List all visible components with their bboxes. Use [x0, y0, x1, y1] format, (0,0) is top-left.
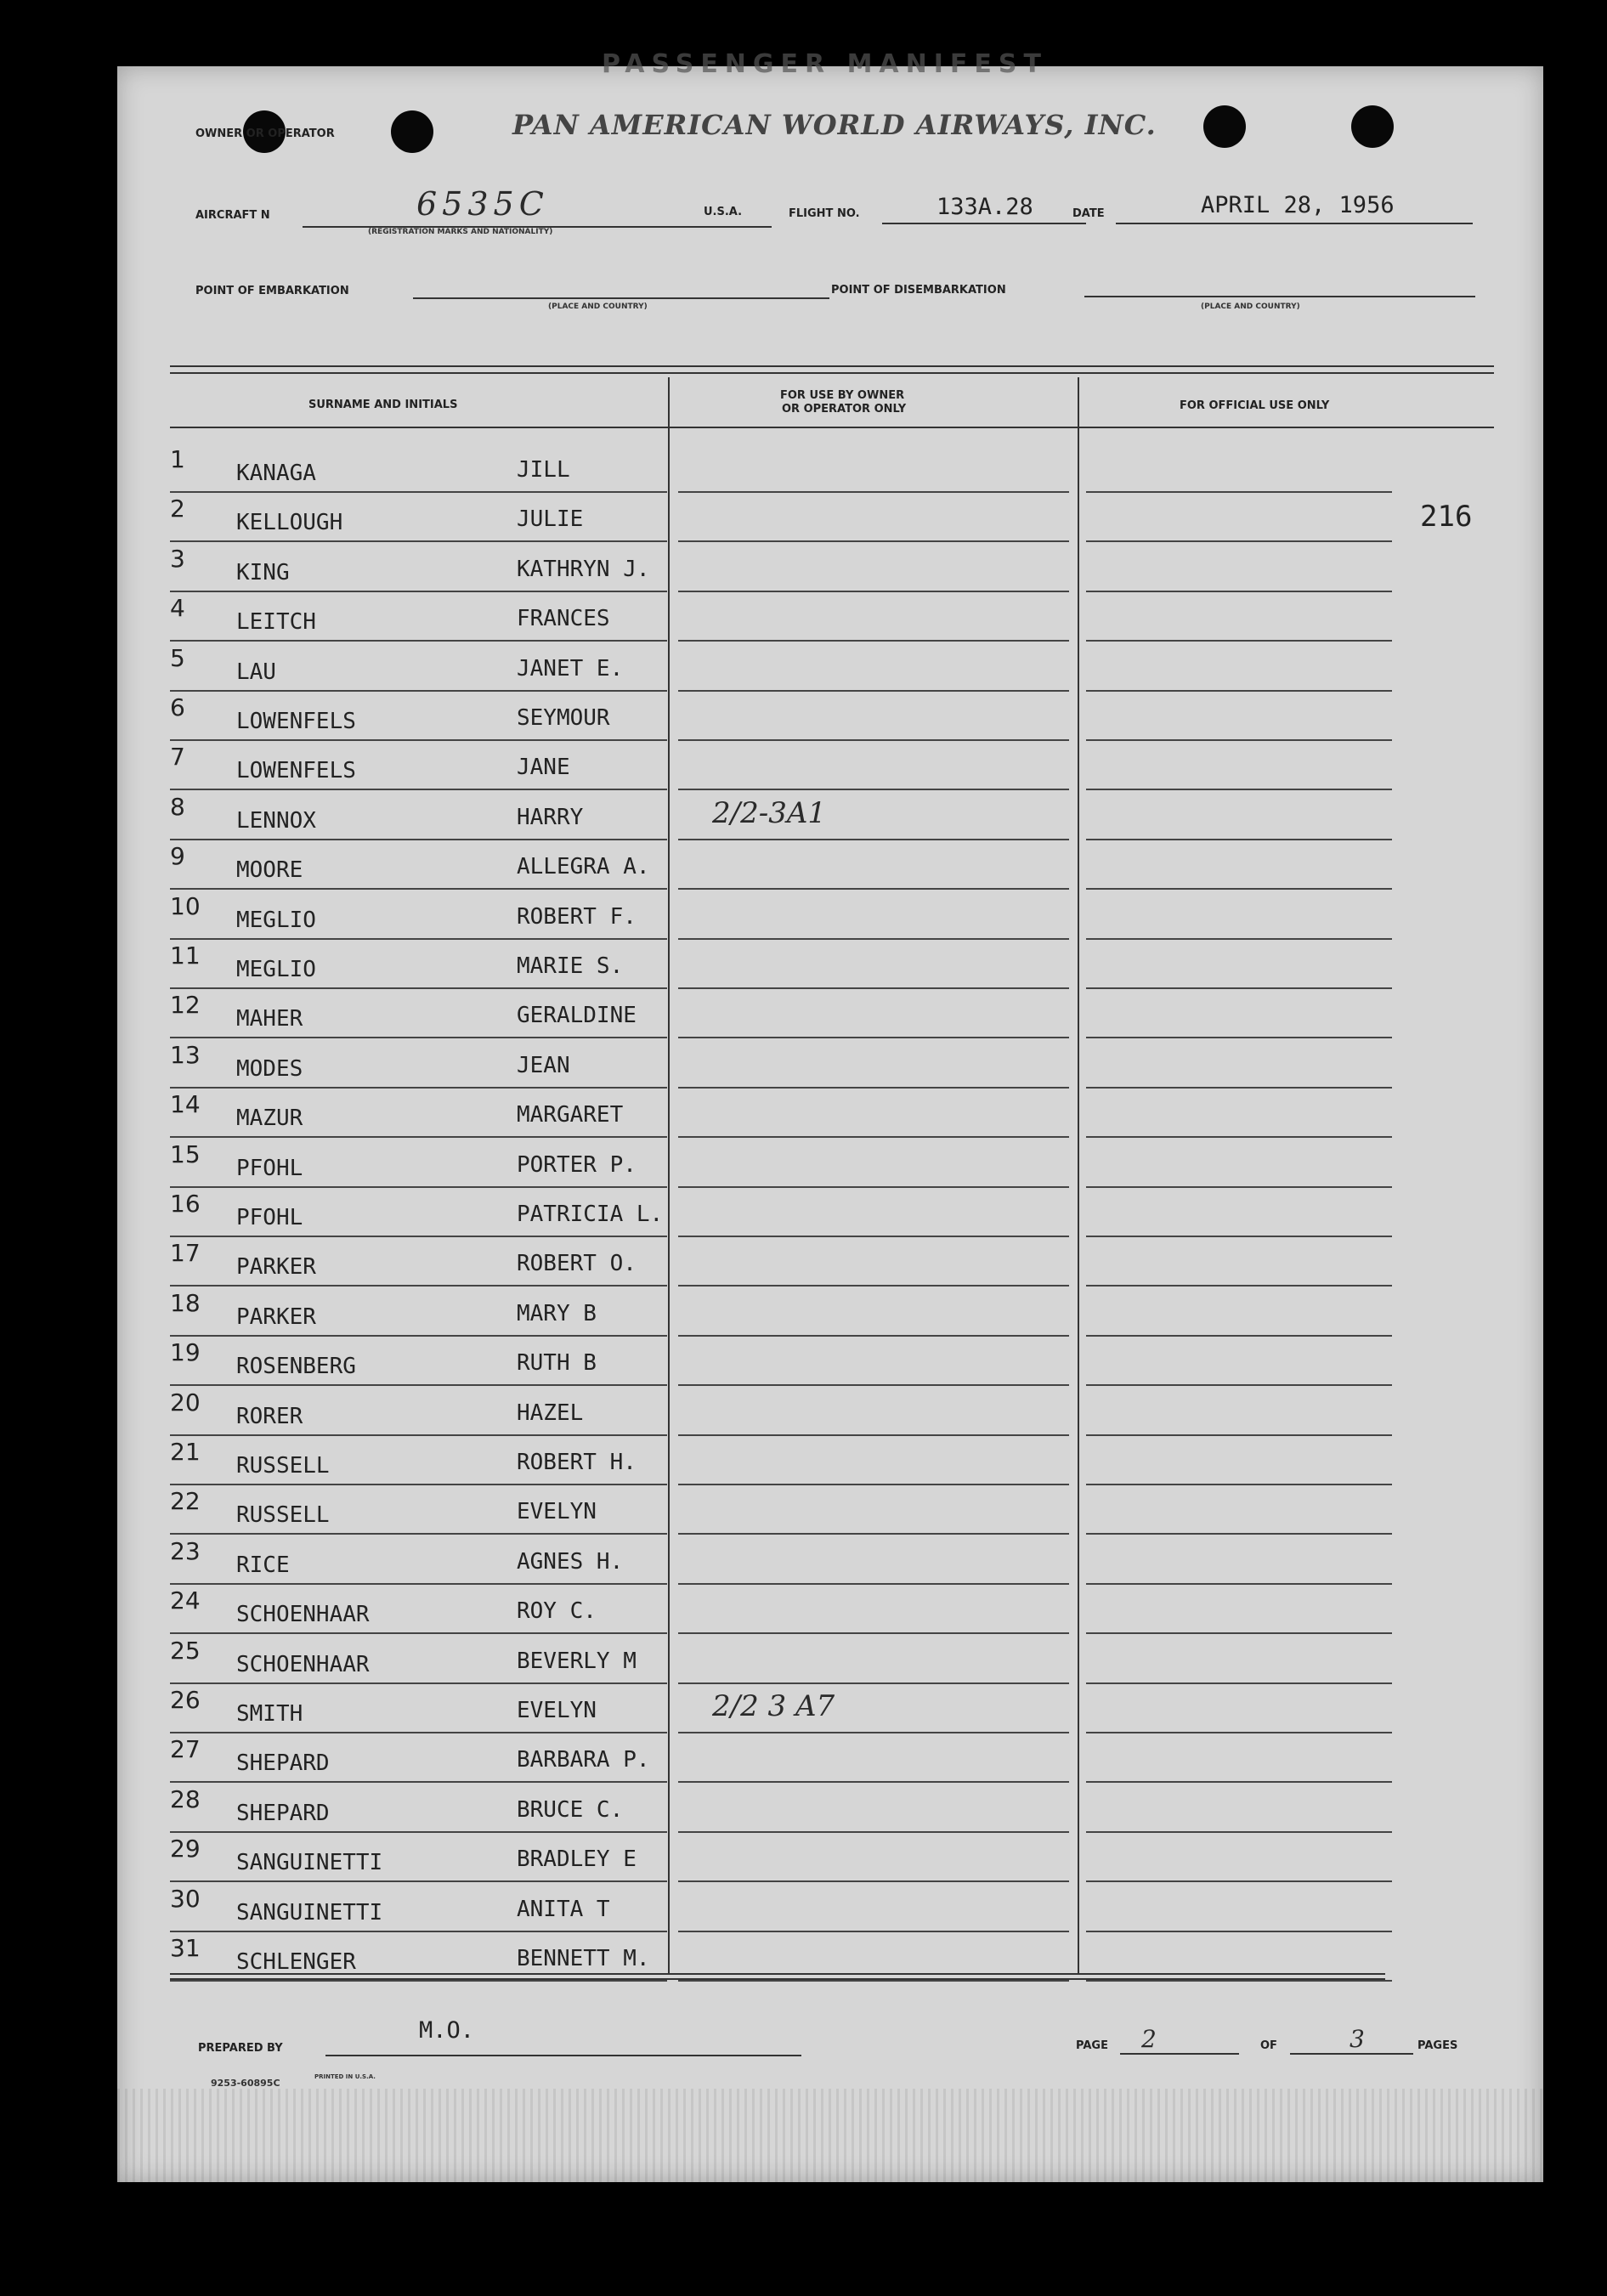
row-line [170, 839, 667, 840]
column-header-owner-1: FOR USE BY OWNER [780, 389, 905, 402]
date-label: DATE [1072, 207, 1105, 220]
row-line-owner [678, 938, 1069, 940]
row-line-official [1086, 1980, 1392, 1982]
row-line-owner [678, 1087, 1069, 1089]
row-line-owner [678, 1880, 1069, 1882]
row-line-official [1086, 1533, 1392, 1535]
owner-note: 2/2-3A1 [712, 795, 827, 830]
row-line-official [1086, 987, 1392, 989]
passenger-surname: MAHER [236, 1006, 303, 1032]
owner-note: 2/2 3 A7 [712, 1689, 835, 1723]
row-line [170, 690, 667, 692]
row-number: 19 [170, 1338, 201, 1367]
row-line [170, 1384, 667, 1386]
prepared-by-label: PREPARED BY [198, 2042, 283, 2055]
passenger-given-name: EVELYN [517, 1499, 597, 1525]
row-line-official [1086, 640, 1392, 642]
row-line-owner [678, 1831, 1069, 1833]
row-line-official [1086, 888, 1392, 890]
passenger-surname: KELLOUGH [236, 510, 343, 536]
form-number: 9253-60895C [211, 2078, 280, 2089]
passenger-surname: MAZUR [236, 1106, 303, 1132]
row-line-official [1086, 1831, 1392, 1833]
row-line-owner [678, 540, 1069, 542]
row-line-official [1086, 690, 1392, 692]
passenger-given-name: BENNETT M. [517, 1946, 650, 1971]
row-line [170, 739, 667, 741]
column-header-official: FOR OFFICIAL USE ONLY [1180, 399, 1330, 412]
page-total: 3 [1350, 2025, 1365, 2053]
row-line-official [1086, 1931, 1392, 1932]
row-line-owner [678, 888, 1069, 890]
passenger-given-name: PATRICIA L. [517, 1202, 664, 1227]
row-number: 15 [170, 1140, 201, 1168]
passenger-given-name: JANET E. [517, 655, 624, 681]
passenger-given-name: BRADLEY E [517, 1846, 637, 1873]
row-number: 18 [170, 1288, 201, 1317]
row-line-owner [678, 739, 1069, 741]
passenger-given-name: ROY C. [517, 1598, 597, 1625]
passenger-given-name: MARGARET [517, 1102, 624, 1128]
row-number: 13 [170, 1040, 201, 1069]
row-line-official [1086, 1880, 1392, 1882]
row-number: 7 [170, 743, 185, 772]
prepared-by-value: M.O. [419, 2017, 475, 2044]
row-line-official [1086, 1037, 1392, 1038]
passenger-surname: SHEPARD [236, 1800, 330, 1826]
passenger-surname: SANGUINETTI [236, 1899, 383, 1926]
row-line-official [1086, 1583, 1392, 1585]
row-line [170, 591, 667, 592]
aircraft-sublabel: (REGISTRATION MARKS AND NATIONALITY) [368, 228, 553, 236]
page-label: PAGE [1076, 2039, 1108, 2052]
row-line-owner [678, 1732, 1069, 1733]
row-line-official [1086, 591, 1392, 592]
passenger-surname: SCHOENHAAR [236, 1602, 370, 1628]
passenger-surname: ROSENBERG [236, 1354, 356, 1380]
row-line-owner [678, 987, 1069, 989]
row-line [170, 1781, 667, 1783]
passenger-given-name: BEVERLY M [517, 1648, 637, 1674]
row-line-official [1086, 1087, 1392, 1089]
punch-hole [1203, 105, 1246, 148]
row-line [170, 1484, 667, 1485]
passenger-surname: SCHOENHAAR [236, 1651, 370, 1677]
row-number: 29 [170, 1835, 201, 1863]
row-number: 1 [170, 445, 185, 473]
row-line [170, 1186, 667, 1188]
passenger-given-name: FRANCES [517, 606, 610, 632]
row-line-official [1086, 1236, 1392, 1237]
row-line [170, 789, 667, 790]
row-number: 14 [170, 1090, 201, 1119]
side-number: 216 [1420, 500, 1473, 534]
row-line-owner [678, 1434, 1069, 1436]
row-line [170, 1880, 667, 1882]
manifest-page [117, 49, 1543, 2182]
passenger-surname: MODES [236, 1055, 303, 1082]
aircraft-number: 6535C [416, 185, 549, 223]
row-number: 31 [170, 1934, 201, 1962]
row-line [170, 1682, 667, 1684]
row-line [170, 1285, 667, 1287]
row-line-official [1086, 1384, 1392, 1386]
row-line-official [1086, 1484, 1392, 1485]
passenger-surname: MOORE [236, 857, 303, 884]
row-line [170, 987, 667, 989]
row-line-owner [678, 789, 1069, 790]
row-line-official [1086, 1186, 1392, 1188]
row-line-official [1086, 1335, 1392, 1337]
row-number: 24 [170, 1586, 201, 1615]
row-line [170, 1434, 667, 1436]
passenger-given-name: ROBERT F. [517, 903, 637, 930]
passenger-given-name: MARY B [517, 1300, 597, 1326]
row-number: 17 [170, 1239, 201, 1268]
passenger-surname: RORER [236, 1403, 303, 1429]
passenger-given-name: GERALDINE [517, 1003, 637, 1029]
row-line-owner [678, 1236, 1069, 1237]
row-number: 23 [170, 1536, 201, 1565]
punch-hole [391, 110, 433, 153]
row-number: 4 [170, 594, 185, 623]
column-header-surname: SURNAME AND INITIALS [308, 399, 458, 411]
passenger-surname: MEGLIO [236, 907, 316, 933]
row-number: 12 [170, 991, 201, 1020]
row-line-official [1086, 739, 1392, 741]
row-number: 20 [170, 1388, 201, 1417]
aircraft-label: AIRCRAFT N [195, 209, 270, 222]
row-line [170, 1533, 667, 1535]
row-line-owner [678, 1384, 1069, 1386]
row-line [170, 1087, 667, 1089]
passenger-surname: MEGLIO [236, 957, 316, 982]
passenger-given-name: EVELYN [517, 1698, 597, 1723]
passenger-given-name: ANITA T [517, 1896, 610, 1922]
row-line-official [1086, 789, 1392, 790]
row-line [170, 1236, 667, 1237]
row-number: 9 [170, 842, 185, 871]
row-line-owner [678, 491, 1069, 493]
row-line [170, 491, 667, 493]
passenger-given-name: JANE [517, 755, 570, 781]
of-label: OF [1260, 2039, 1277, 2052]
flight-label: FLIGHT NO. [789, 207, 860, 220]
passenger-given-name: ROBERT O. [517, 1251, 637, 1277]
row-line-official [1086, 938, 1392, 940]
passenger-surname: PARKER [236, 1304, 316, 1330]
row-line-official [1086, 1136, 1392, 1138]
row-line-official [1086, 1682, 1392, 1684]
passenger-surname: LOWENFELS [236, 758, 356, 784]
passenger-given-name: ALLEGRA A. [517, 854, 650, 880]
row-line [170, 1931, 667, 1932]
row-line-owner [678, 1037, 1069, 1038]
row-line-owner [678, 1583, 1069, 1585]
embarkation-sublabel: (PLACE AND COUNTRY) [548, 303, 648, 311]
row-number: 11 [170, 942, 201, 970]
row-line [170, 1136, 667, 1138]
passenger-surname: PARKER [236, 1254, 316, 1281]
row-line [170, 1335, 667, 1337]
row-line-owner [678, 591, 1069, 592]
passenger-surname: RICE [236, 1552, 290, 1578]
passenger-given-name: JEAN [517, 1052, 570, 1078]
row-line [170, 1831, 667, 1833]
passenger-surname: LOWENFELS [236, 709, 356, 734]
row-number: 22 [170, 1487, 201, 1516]
row-line-owner [678, 1931, 1069, 1932]
passenger-given-name: RUTH B [517, 1350, 597, 1377]
row-line-official [1086, 1781, 1392, 1783]
row-line-owner [678, 839, 1069, 840]
row-line [170, 640, 667, 642]
row-line-owner [678, 1980, 1069, 1982]
passenger-given-name: JILL [517, 457, 570, 483]
punch-hole [1351, 105, 1394, 148]
passenger-given-name: KATHRYN J. [517, 556, 650, 582]
passenger-given-name: SEYMOUR [517, 705, 610, 731]
page-number: 2 [1141, 2025, 1157, 2053]
pages-label: PAGES [1417, 2039, 1458, 2052]
row-line-owner [678, 690, 1069, 692]
printed-mark: PRINTED IN U.S.A. [314, 2073, 376, 2080]
column-header-owner-2: OR OPERATOR ONLY [782, 403, 907, 416]
row-line-owner [678, 1533, 1069, 1535]
passenger-given-name: JULIE [517, 506, 584, 533]
row-line-owner [678, 1285, 1069, 1287]
row-line-owner [678, 640, 1069, 642]
row-line-owner [678, 1335, 1069, 1337]
row-number: 2 [170, 495, 185, 523]
page-heading: PASSENGER MANIFEST [602, 49, 1048, 79]
row-line-official [1086, 839, 1392, 840]
row-line-official [1086, 491, 1392, 493]
row-number: 30 [170, 1884, 201, 1913]
row-number: 3 [170, 544, 185, 573]
operator-name: PAN AMERICAN WORLD AIRWAYS, INC. [512, 109, 1157, 141]
row-line [170, 1980, 667, 1982]
row-line-official [1086, 1732, 1392, 1733]
row-line-owner [678, 1682, 1069, 1684]
row-number: 26 [170, 1686, 201, 1714]
usa-label: U.S.A. [704, 206, 743, 218]
row-number: 25 [170, 1636, 201, 1665]
passenger-given-name: ROBERT H. [517, 1450, 637, 1475]
passenger-given-name: MARIE S. [517, 953, 624, 979]
row-number: 6 [170, 693, 185, 721]
row-line-owner [678, 1781, 1069, 1783]
passenger-given-name: HAZEL [517, 1400, 584, 1426]
flight-number: 133A.28 [936, 194, 1033, 220]
disembarkation-sublabel: (PLACE AND COUNTRY) [1201, 303, 1300, 311]
embarkation-label: POINT OF EMBARKATION [195, 285, 349, 297]
row-line [170, 1732, 667, 1733]
row-line-official [1086, 540, 1392, 542]
row-line [170, 938, 667, 940]
passenger-surname: LENNOX [236, 807, 316, 834]
row-number: 8 [170, 792, 185, 821]
flight-date: APRIL 28, 1956 [1201, 192, 1395, 218]
passenger-surname: KANAGA [236, 461, 316, 486]
passenger-given-name: PORTER P. [517, 1151, 637, 1178]
row-line-official [1086, 1632, 1392, 1634]
row-line-official [1086, 1434, 1392, 1436]
passenger-given-name: BRUCE C. [517, 1796, 624, 1823]
passenger-surname: LEITCH [236, 609, 316, 636]
row-line [170, 1583, 667, 1585]
passenger-surname: SANGUINETTI [236, 1850, 383, 1876]
row-number: 5 [170, 643, 185, 672]
passenger-surname: PFOHL [236, 1205, 303, 1230]
passenger-surname: SMITH [236, 1701, 303, 1727]
passenger-surname: SHEPARD [236, 1750, 330, 1777]
row-number: 27 [170, 1735, 201, 1764]
row-number: 28 [170, 1784, 201, 1813]
row-number: 21 [170, 1438, 201, 1466]
passenger-given-name: BARBARA P. [517, 1747, 650, 1773]
operator-label: OWNER OR OPERATOR [195, 127, 335, 140]
row-line [170, 1037, 667, 1038]
row-line [170, 540, 667, 542]
passenger-surname: PFOHL [236, 1155, 303, 1181]
disembarkation-label: POINT OF DISEMBARKATION [831, 284, 1006, 297]
row-line-owner [678, 1136, 1069, 1138]
passenger-surname: KING [236, 559, 290, 585]
row-line [170, 888, 667, 890]
row-line-owner [678, 1484, 1069, 1485]
passenger-surname: RUSSELL [236, 1453, 330, 1479]
row-number: 16 [170, 1190, 201, 1218]
row-line-official [1086, 1285, 1392, 1287]
passenger-given-name: HARRY [517, 804, 584, 830]
passenger-given-name: AGNES H. [517, 1548, 624, 1575]
row-line-owner [678, 1186, 1069, 1188]
row-line [170, 1632, 667, 1634]
passenger-surname: SCHLENGER [236, 1949, 356, 1975]
row-line-owner [678, 1632, 1069, 1634]
scan-smudge [117, 2089, 1543, 2182]
passenger-surname: RUSSELL [236, 1502, 330, 1529]
row-number: 10 [170, 891, 201, 920]
passenger-surname: LAU [236, 659, 276, 685]
